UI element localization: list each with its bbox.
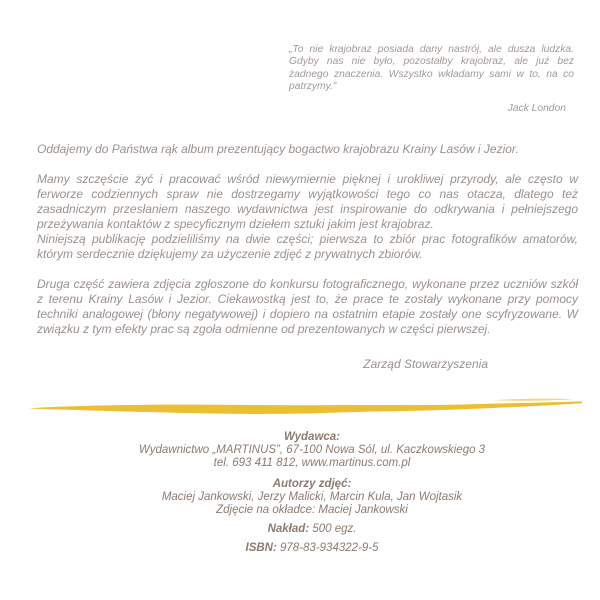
paragraph-mission: Mamy szczęście żyć i pracować wśród niewymiernie pięknej i urokliwej przyrody, ale często w ferworze codziennych spraw nie dostrzegamy wyjątkowości tego co nas otacza, dlatego też zasadniczym przesłaniem naszego wydawnictwa jest inspirowanie do odkrywania i pełniejszego przeżywania kontaktów z specyficznym dziełem sztuki jakim jest krajobraz. <box>37 172 578 231</box>
isbn-line <box>27 542 597 555</box>
brush-stroke-highlight <box>493 399 574 401</box>
edition-label: Nakład: <box>267 523 310 535</box>
publisher-contact: tel. 693 411 812, www.martinus.com.pl <box>213 457 411 469</box>
epigraph-quote <box>289 44 574 115</box>
publisher-address: Wydawnictwo „MARTINUS”, 67-100 Nowa Sól, ul. Kaczkowskiego 3 <box>138 444 486 456</box>
paragraph-part-two: Druga część zawiera zdjęcia zgłoszone do konkursu fotograficznego, wykonane przez uczniów szkół z terenu Krainy Lasów i Jezior. Ciekawostką jest to, że prace te zostały wykonane przy pomocy techniki analogowej (błony negatywowej) i dopiero na ostatnim etapie zostały one scyfryzowane. W związku z tym efekty prac są zgoła odmienne od prezentowanych w części pierwszej. <box>37 277 578 336</box>
publisher-label: Wydawca: <box>283 431 341 443</box>
brushstroke-svg <box>25 395 585 425</box>
isbn-value: 978-83-934322-9-5 <box>280 542 379 554</box>
paragraph-part-one: Niniejszą publikację podzieliliśmy na dwie części; pierwsza to zbiór prac fotografików amatorów, którym serdecznie dziękujemy za użyczenie zdjęć z prywatnych zbiorów. <box>37 232 578 261</box>
quote-author: Jack London <box>507 102 566 114</box>
quote-text: „To nie krajobraz posiada dany nastrój, ale dusza ludzka. Gdyby nas nie było, pozostałby krajobraz, ale już bez żadnego znaczenia. Wszystko wkładamy sami w to, na co patrzymy.” <box>289 44 574 93</box>
colophon <box>27 431 597 555</box>
signature: Zarząd Stowarzyszenia <box>363 357 488 371</box>
foreword-text <box>37 142 578 372</box>
brushstroke-divider <box>25 395 585 425</box>
brush-stroke-shape <box>29 401 582 414</box>
cover-photo-credit: Zdjęcie na okładce: Maciej Jankowski <box>216 504 408 516</box>
edition-value: 500 egz. <box>312 523 357 535</box>
photo-authors-names: Maciej Jankowski, Jerzy Malicki, Marcin Kula, Jan Wojtasik <box>161 491 463 503</box>
isbn-label: ISBN: <box>245 542 277 554</box>
paragraph-intro: Oddajemy do Państwa rąk album prezentujący bogactwo krajobrazu Krainy Lasów i Jezior. <box>37 142 519 156</box>
photo-authors-label: Autorzy zdjęć: <box>272 478 352 490</box>
edition-line <box>27 523 597 536</box>
